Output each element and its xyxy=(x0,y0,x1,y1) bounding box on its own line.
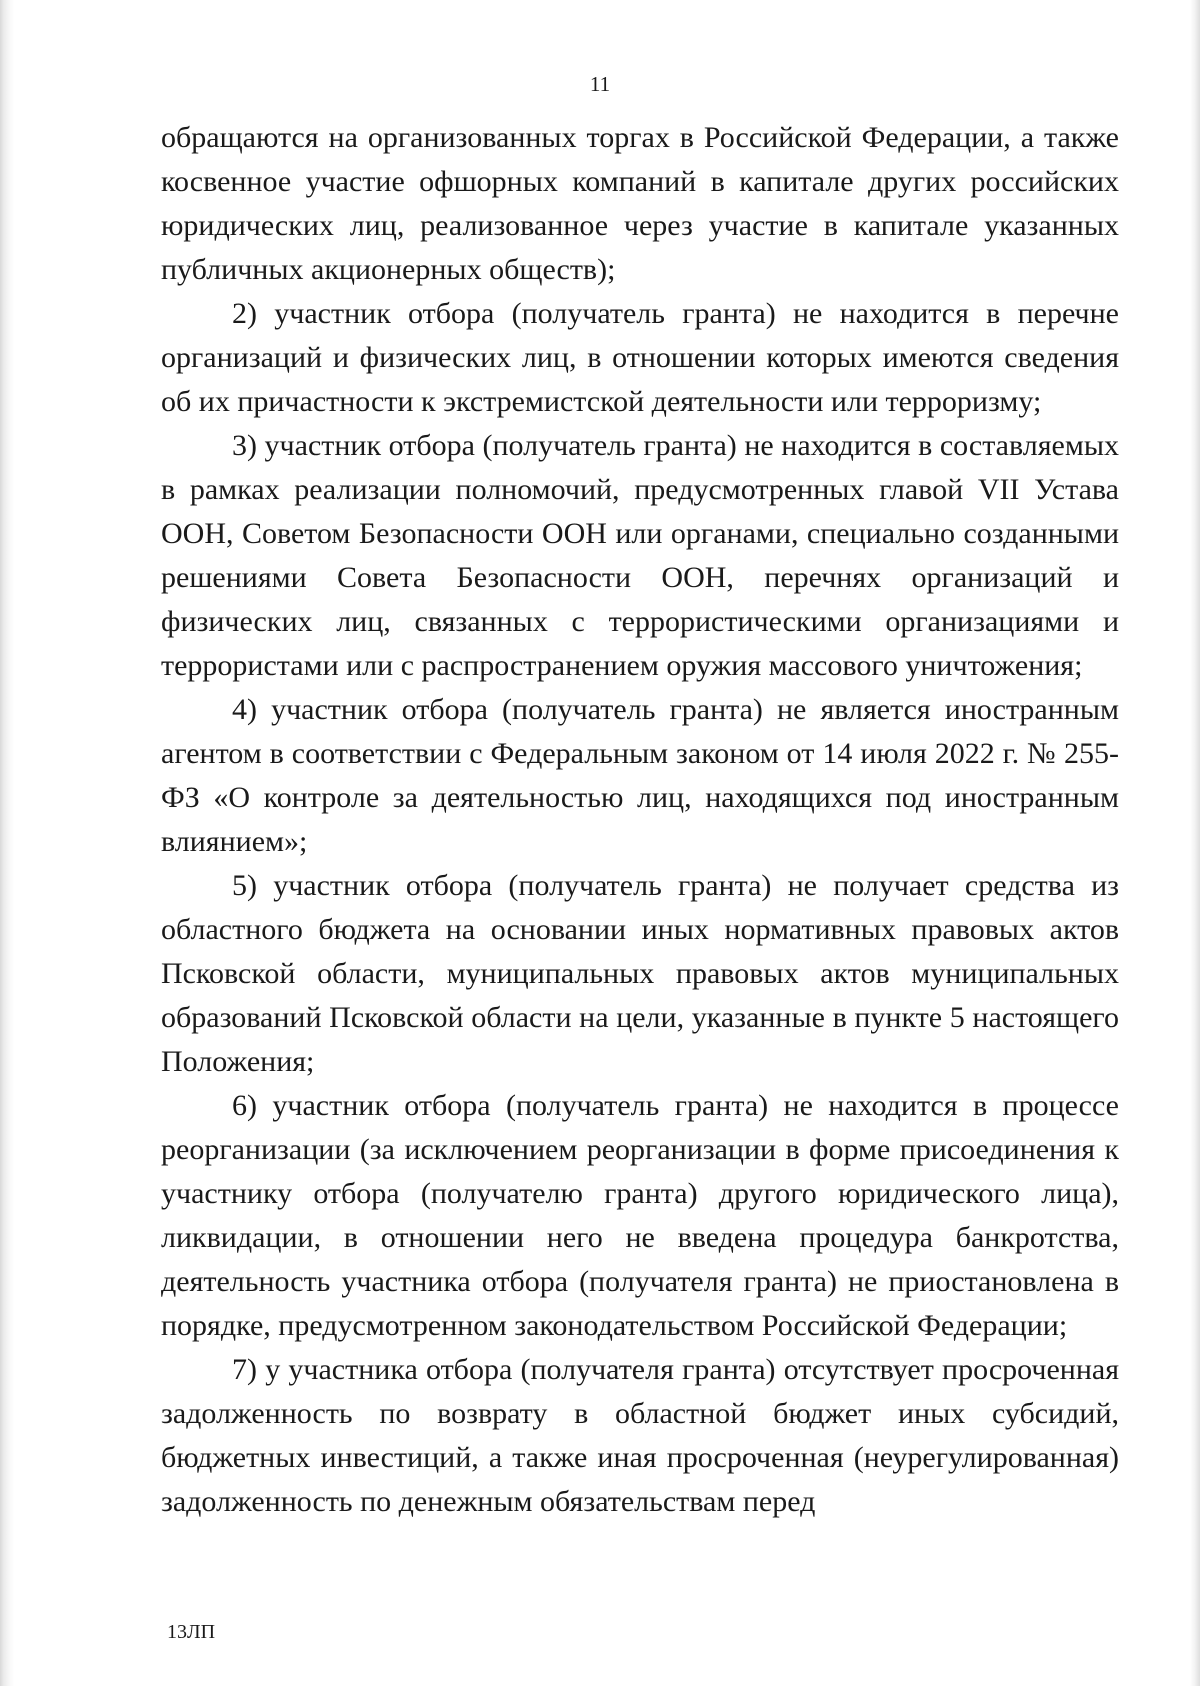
document-body xyxy=(161,116,1119,1524)
paragraph-continuation: обращаются на организованных торгах в Российской Федерации, а также косвенное участие офшорных компаний в капитале других российских юридических лиц, реализованное через участие в капитале указанных публичных акционерных обществ); xyxy=(161,121,1119,286)
footer-code: 13ЛП xyxy=(167,1621,216,1643)
list-item-5: 5) участник отбора (получатель гранта) не получает средства из областного бюджета на основании иных нормативных правовых актов Псковской области, муниципальных правовых актов муниципальных образований Псковской области на цели, указанные в пункте 5 настоящего Положения; xyxy=(161,869,1119,1078)
list-item-3: 3) участник отбора (получатель гранта) не находится в составляемых в рамках реализации полномочий, предусмотренных главой VII Устава ООН, Советом Безопасности ООН или органами, специально созданными решениями Совета Безопасности ООН, перечнях организаций и физических лиц, связанных с террористическими организациями и террористами или с распространением оружия массового уничтожения; xyxy=(161,429,1119,682)
scan-edge-right xyxy=(1190,0,1200,1686)
list-item-2: 2) участник отбора (получатель гранта) не находится в перечне организаций и физических лиц, в отношении которых имеются сведения об их причастности к экстремистской деятельности или терроризму; xyxy=(161,297,1119,418)
list-item-7: 7) у участника отбора (получателя гранта) отсутствует просроченная задолженность по возврату в областной бюджет иных субсидий, бюджетных инвестиций, а также иная просроченная (неурегулированная) задолженность по денежным обязательствам перед xyxy=(161,1353,1119,1518)
list-item-6: 6) участник отбора (получатель гранта) не находится в процессе реорганизации (за исключением реорганизации в форме присоединения к участнику отбора (получателю гранта) другого юридического лица), ликвидации, в отношении него не введена процедура банкротства, деятельность участника отбора (получателя гранта) не приостановлена в порядке, предусмотренном законодательством Российской Федерации; xyxy=(161,1089,1119,1342)
list-item-4: 4) участник отбора (получатель гранта) не является иностранным агентом в соответствии с Федеральным законом от 14 июля 2022 г. № 255-ФЗ «О контроле за деятельностью лиц, находящихся под иностранным влиянием»; xyxy=(161,693,1119,858)
scan-edge-left xyxy=(0,0,14,1686)
page-number: 11 xyxy=(589,72,611,96)
